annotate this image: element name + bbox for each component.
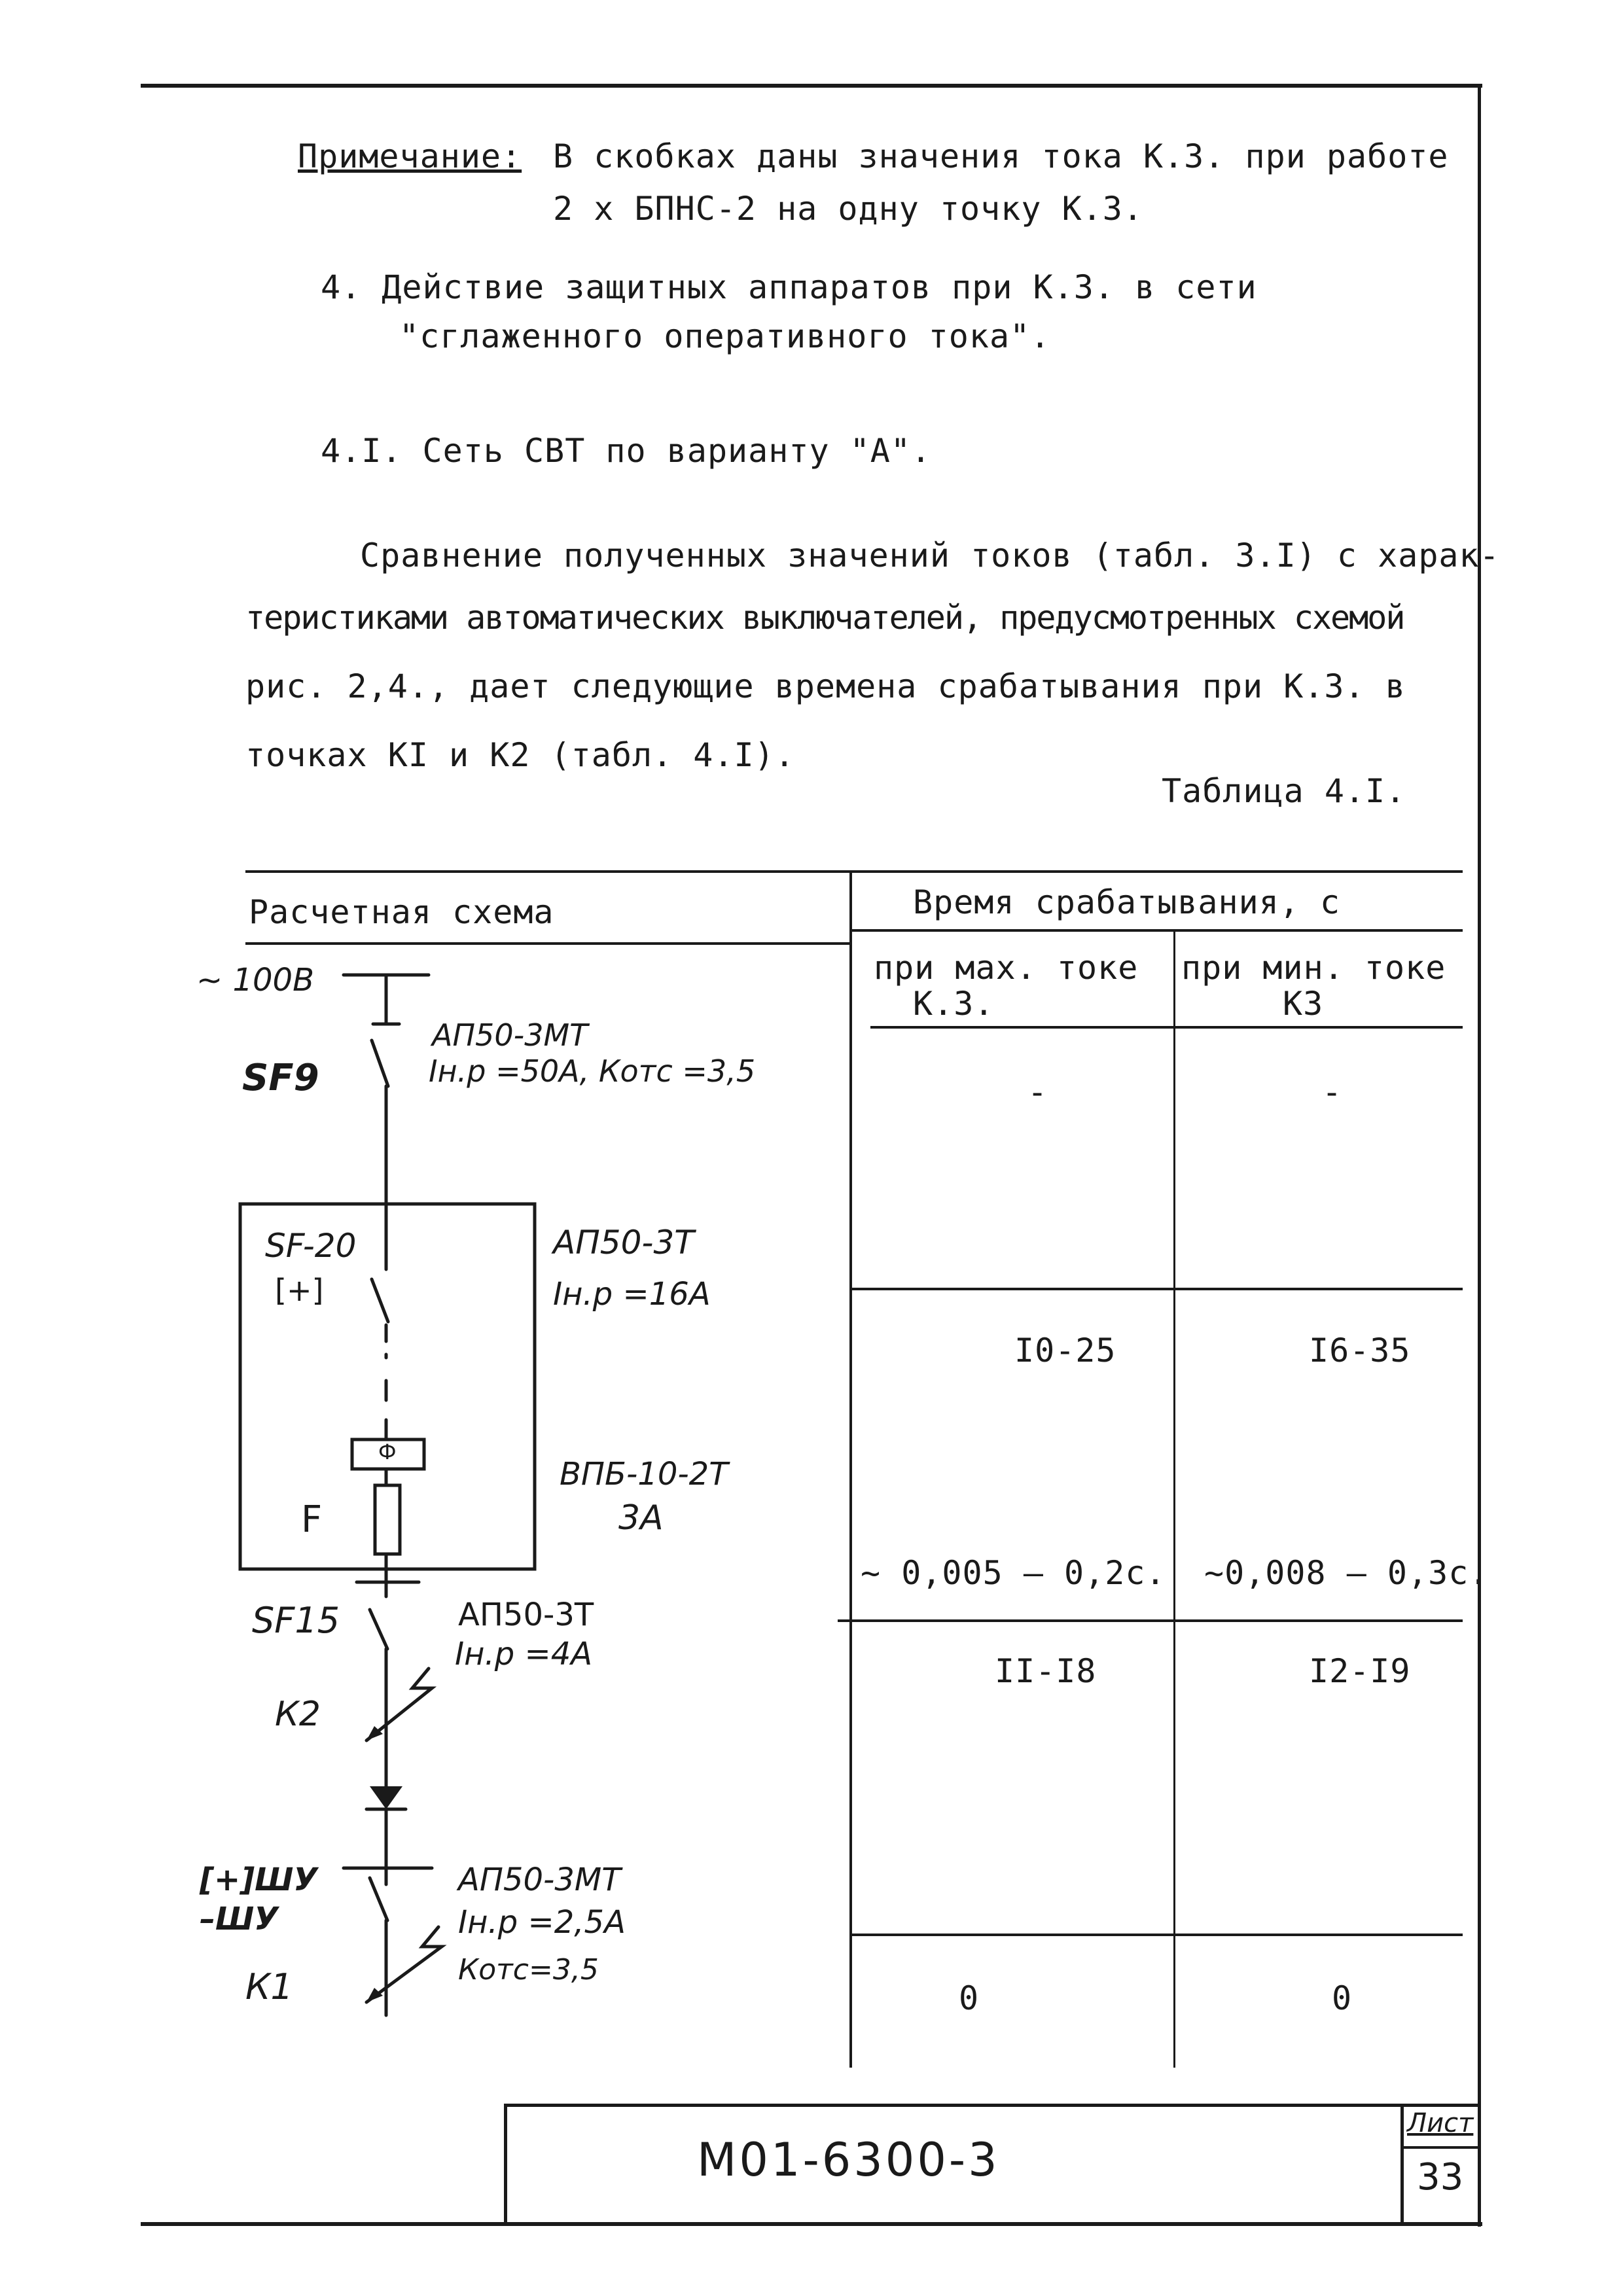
section-4-title: 4. Действие защитных аппаратов при К.З. в сети xyxy=(321,268,1257,306)
cell-min-time: I6-35 xyxy=(1309,1332,1411,1369)
document-code: М01-6300-3 xyxy=(697,2133,1000,2187)
cell-min-time: 0 xyxy=(1332,1979,1353,2017)
sf9-params: Iн.р =50А, Котс =3,5 xyxy=(429,1053,756,1089)
sheet-number: 33 xyxy=(1417,2156,1464,2199)
stamp-left-line xyxy=(504,2104,507,2225)
cell-max-time: - xyxy=(1027,1073,1048,1111)
k1-label: К1 xyxy=(245,1966,293,2007)
last-switch-type: АП50-3МТ xyxy=(458,1862,621,1898)
sf9-type: АП50-3МТ xyxy=(432,1017,588,1053)
section-4-1-title: 4.I. Сеть СВТ по варианту "А". xyxy=(321,432,932,470)
subheader-max-line2: К.З. xyxy=(913,985,995,1023)
cell-min-time: I2-I9 xyxy=(1309,1652,1411,1690)
last-switch-params: Iн.р =2,5А xyxy=(458,1904,626,1941)
section-4-title-cont: "сглаженного оперативного тока". xyxy=(399,317,1051,355)
subheader-max-line1: при мах. токе xyxy=(874,949,1139,987)
diode-triangle xyxy=(370,1786,402,1809)
fuse-type: ВПБ-10-2Т xyxy=(560,1456,728,1492)
note-line2: 2 х БПНС-2 на одну точку К.З. xyxy=(553,190,1143,228)
col-header-schema: Расчетная схема xyxy=(249,893,554,931)
sf20-params: Iн.р =16А xyxy=(553,1276,711,1313)
cell-max-time: I0-25 xyxy=(1014,1332,1116,1369)
stamp-top-line xyxy=(504,2104,1479,2107)
shu-plus-label: [+]ШУ xyxy=(200,1862,318,1898)
paragraph-line: теристиками автоматических выключателей, предусмотренных схемой xyxy=(245,599,1404,637)
fuse-symbol: Ф xyxy=(378,1439,397,1464)
paragraph-line: точках КI и К2 (табл. 4.I). xyxy=(245,736,795,774)
cell-max-time: ~ 0,005 – 0,2с. xyxy=(861,1554,1166,1592)
fuse-rating: 3А xyxy=(618,1498,664,1538)
sf15-type: АП50-3Т xyxy=(458,1597,594,1633)
cell-max-time: 0 xyxy=(959,1979,980,2017)
supply-label: ~ 100В xyxy=(196,962,315,998)
fuse-id: F xyxy=(301,1498,323,1541)
shu-minus-label: –ШУ xyxy=(200,1901,279,1937)
cell-max-time: II-I8 xyxy=(995,1652,1097,1690)
table-caption: Таблица 4.I. xyxy=(1162,772,1406,810)
note-line1: В скобках даны значения тока К.З. при работе xyxy=(553,137,1449,175)
sf20-type: АП50-3Т xyxy=(553,1224,694,1262)
sf15-id: SF15 xyxy=(252,1600,340,1641)
stamp-sheet-hline xyxy=(1400,2146,1479,2149)
subheader-min-line1: при мин. токе xyxy=(1181,949,1446,987)
sf15-params: Iн.р =4А xyxy=(455,1636,593,1672)
sf20-id: SF-20 xyxy=(265,1227,357,1265)
k2-label: К2 xyxy=(275,1695,321,1734)
subheader-min-line2: КЗ xyxy=(1283,985,1324,1023)
paragraph-line: Сравнение полученных значений токов (табл. 3.I) с харак- xyxy=(360,537,1500,574)
last-switch-params2: Котс=3,5 xyxy=(458,1953,599,1987)
cell-min-time: - xyxy=(1322,1073,1343,1111)
stamp-sheet-divider xyxy=(1400,2104,1404,2225)
cell-min-time: ~0,008 – 0,3с. xyxy=(1204,1554,1489,1592)
sf9-id: SF9 xyxy=(242,1057,319,1099)
note-label: Примечание: xyxy=(298,137,522,175)
paragraph-line: рис. 2,4., дает следующие времена срабатывания при К.З. в xyxy=(245,667,1406,705)
sheet-label: Лист xyxy=(1407,2108,1474,2138)
col-header-time: Время срабатывания, с xyxy=(913,883,1341,921)
plus-terminal: [+] xyxy=(275,1273,324,1308)
